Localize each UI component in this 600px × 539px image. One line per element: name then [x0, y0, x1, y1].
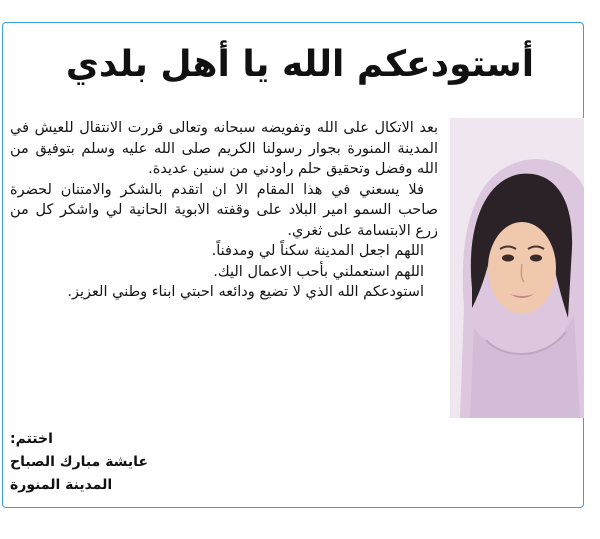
signature-name: عايشة مبارك الصباح	[10, 454, 149, 470]
article-paragraph: فلا يسعني في هذا المقام الا ان اتقدم بالشكر والامتنان لحضرة صاحب السمو امير البلاد على وقفته الابوية الحانية لي واشكر كل من زرع الابتسامة على ثغري.	[10, 181, 438, 239]
signature-city: المدينة المنورة	[10, 477, 113, 493]
article-body	[10, 118, 438, 303]
signature-label: اختتم:	[10, 431, 53, 447]
signature-block	[10, 428, 430, 497]
woman-portrait-icon	[450, 118, 584, 418]
article-paragraph: اللهم اجعل المدينة سكناً لي ومدفناً.	[211, 243, 424, 259]
author-photo	[450, 118, 584, 418]
headline: أستودعكم الله يا أهل بلدي	[65, 44, 535, 85]
article-paragraph: استودعكم الله الذي لا تضيع ودائعه احبتي ابناء وطني العزيز.	[67, 284, 424, 300]
article-paragraph: بعد الاتكال على الله وتفويضه سبحانه وتعالى قررت الانتقال للعيش في المدينة المنورة بجوار رسولنا الكريم صلى الله عليه وسلم بتوفيق من الله وفضل وتحقيق حلم راودني من سنين عديدة.	[10, 120, 438, 177]
article-paragraph: اللهم استعملني بأحب الاعمال اليك.	[213, 263, 424, 280]
